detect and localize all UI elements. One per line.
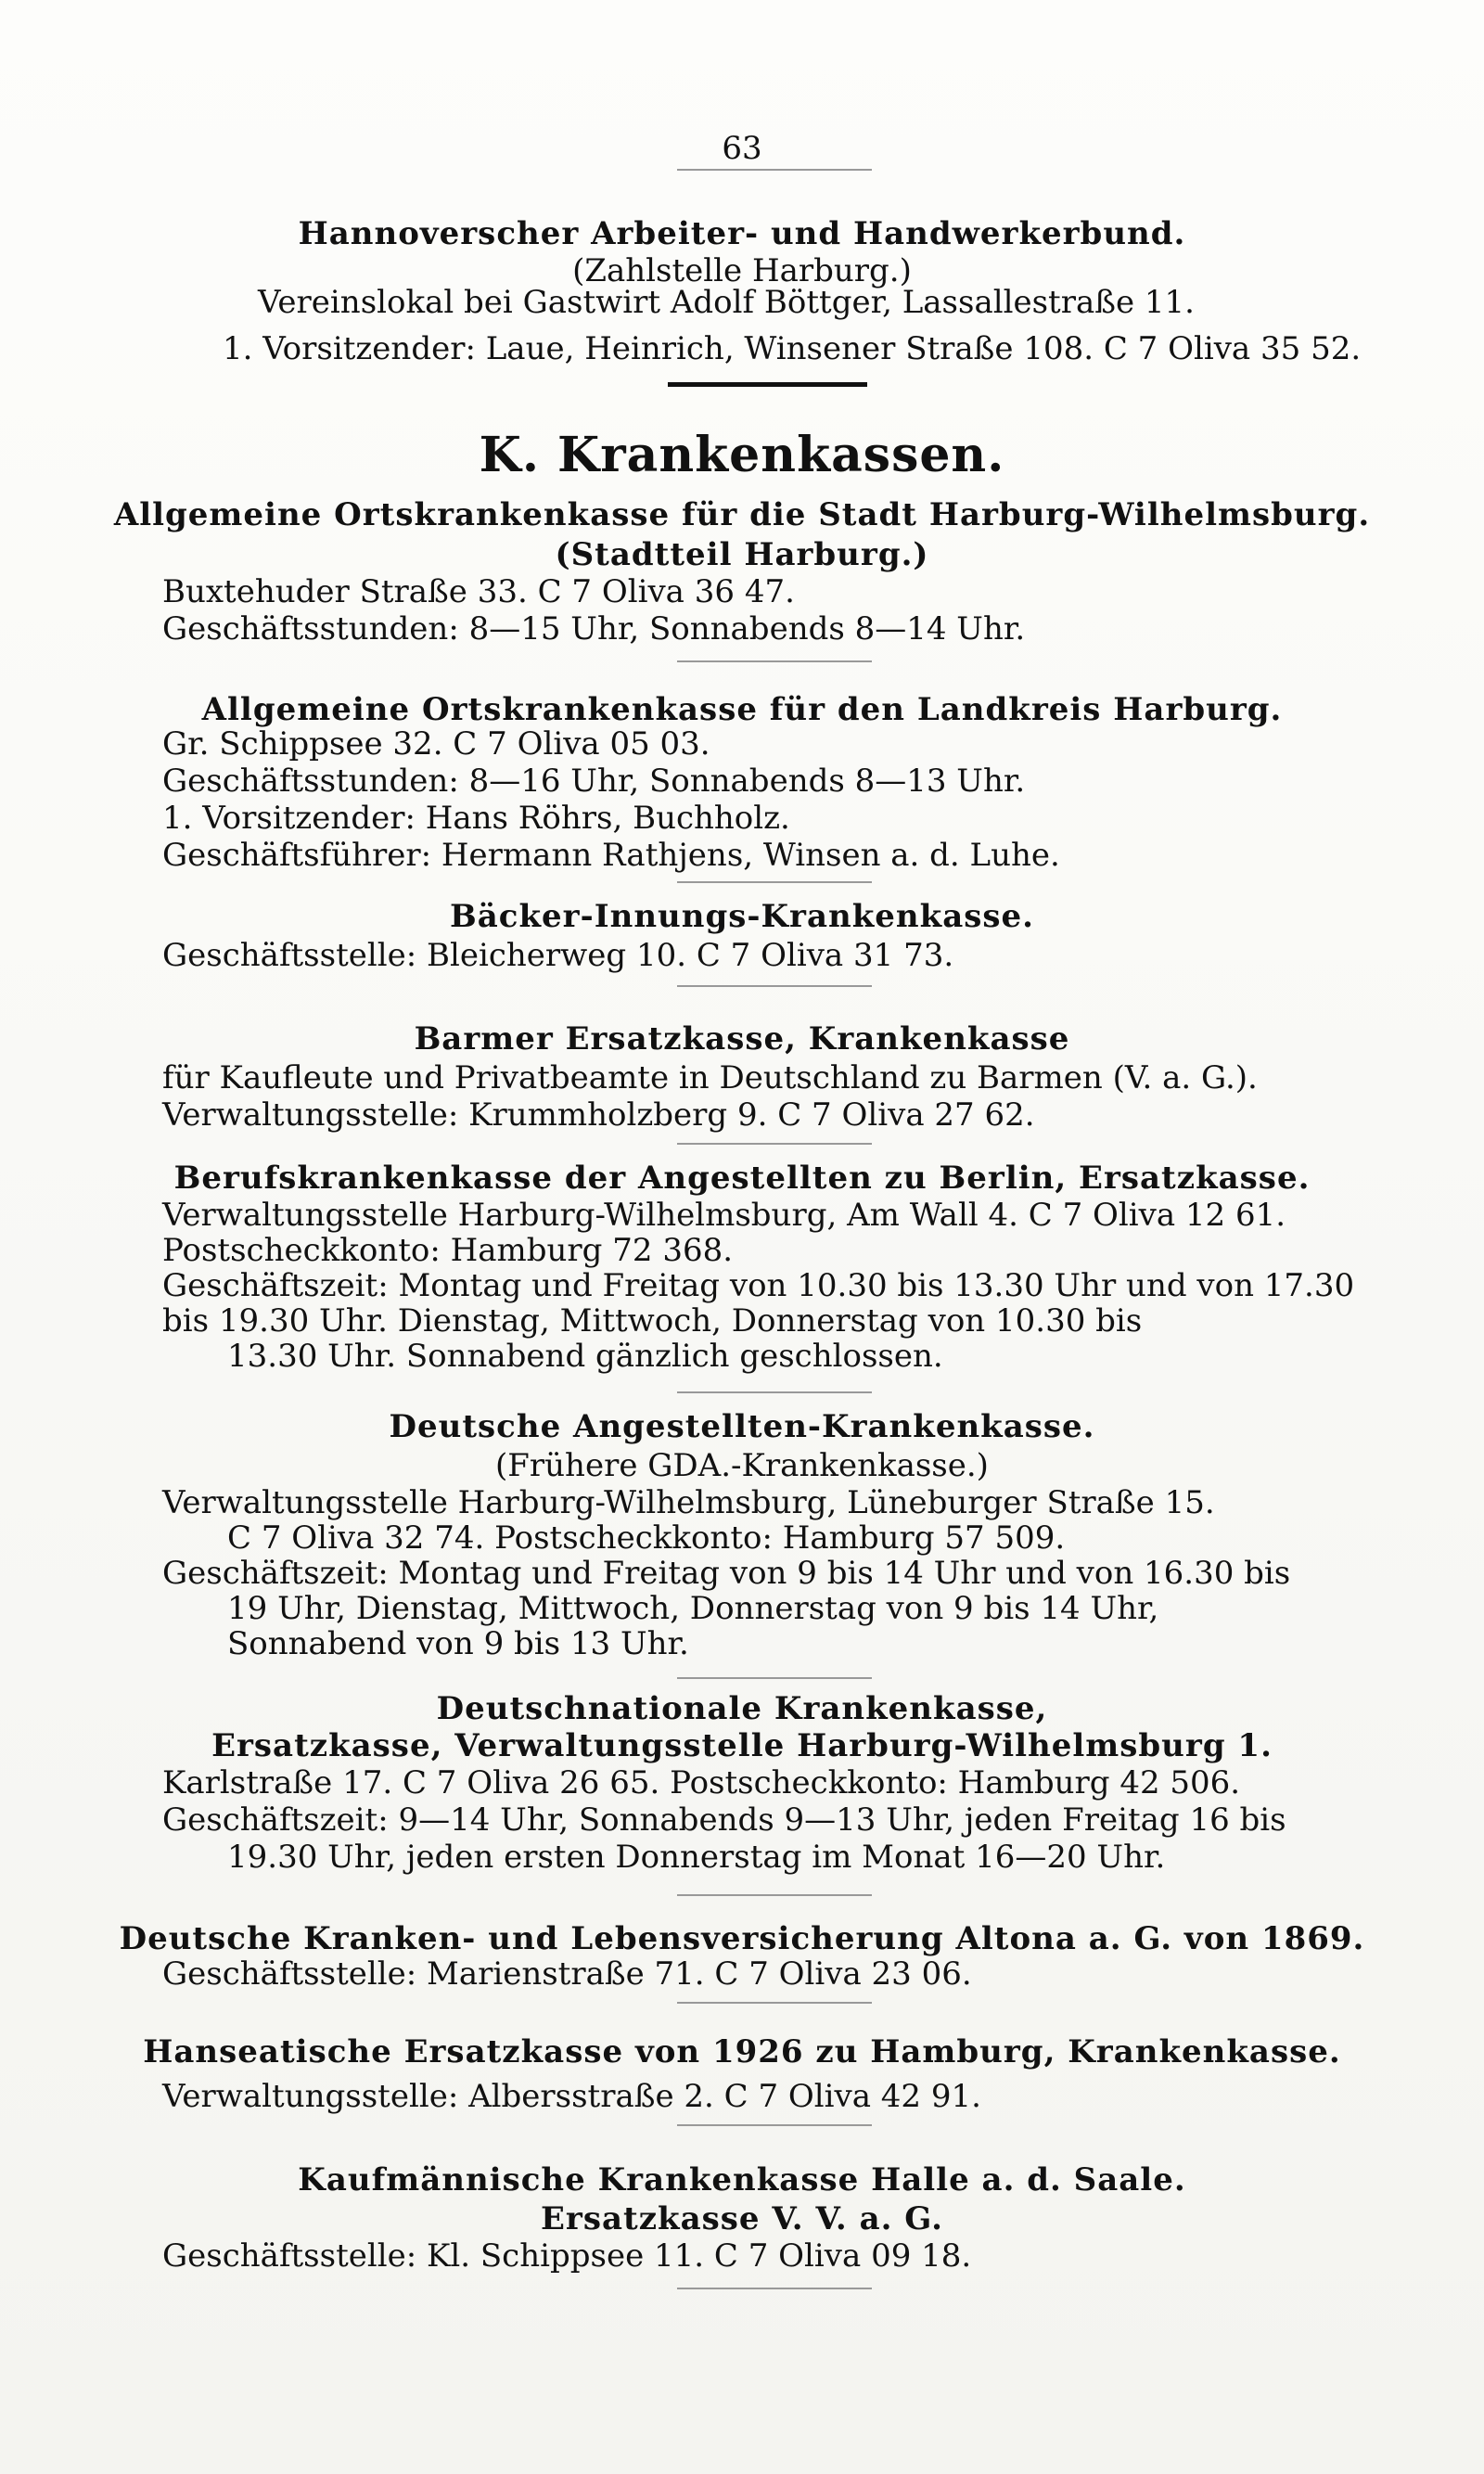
separator	[677, 1391, 872, 1393]
entry-title: Barmer Ersatzkasse, Krankenkasse	[414, 1020, 1070, 1058]
section-title: K. Krankenkassen.	[479, 427, 1005, 483]
entry-subtitle: (Stadtteil Harburg.)	[555, 536, 929, 573]
separator	[677, 1677, 872, 1679]
entry-title: Kaufmännische Krankenkasse Halle a. d. Saale.	[298, 2161, 1186, 2198]
separator	[677, 985, 872, 987]
entry-line: Geschäftsstelle: Kl. Schippsee 11. C 7 Oliva 09 18.	[162, 2237, 972, 2275]
entry-line: für Kaufleute und Privatbeamte in Deutschland zu Barmen (V. a. G.).	[162, 1059, 1258, 1096]
entry-subtitle: Ersatzkasse, Verwaltungsstelle Harburg-Wilhelmsburg 1.	[211, 1727, 1273, 1764]
entry-line: 19 Uhr, Dienstag, Mittwoch, Donnerstag von 9 bis 14 Uhr,	[227, 1590, 1159, 1627]
entry-title: Deutsche Angestellten-Krankenkasse.	[389, 1408, 1095, 1445]
entry-line: Verwaltungsstelle Harburg-Wilhelmsburg, Am Wall 4. C 7 Oliva 12 61.	[162, 1197, 1286, 1234]
entry-title: Hanseatische Ersatzkasse von 1926 zu Hamburg, Krankenkasse.	[143, 2033, 1341, 2070]
entry-line: bis 19.30 Uhr. Dienstag, Mittwoch, Donnerstag von 10.30 bis	[162, 1302, 1143, 1340]
entry-title: Allgemeine Ortskrankenkasse für die Stadt Harburg-Wilhelmsburg.	[113, 496, 1371, 533]
entry-title: Deutsche Kranken- und Lebensversicherung Altona a. G. von 1869.	[119, 1920, 1365, 1957]
entry-line: Buxtehuder Straße 33. C 7 Oliva 36 47.	[162, 573, 795, 610]
entry-subtitle: (Frühere GDA.-Krankenkasse.)	[495, 1447, 989, 1484]
entry-line: Geschäftszeit: 9—14 Uhr, Sonnabends 9—13 Uhr, jeden Freitag 16 bis	[162, 1801, 1286, 1839]
entry-title: Allgemeine Ortskrankenkasse für den Landkreis Harburg.	[201, 691, 1283, 728]
entry-title: Hannoverscher Arbeiter- und Handwerkerbund.	[298, 215, 1186, 252]
entry-line: C 7 Oliva 32 74. Postscheckkonto: Hamburg 57 509.	[227, 1519, 1066, 1557]
entry-title: Berufskrankenkasse der Angestellten zu Berlin, Ersatzkasse.	[173, 1160, 1311, 1197]
entry-title: Deutschnationale Krankenkasse,	[436, 1690, 1048, 1727]
separator	[677, 2288, 872, 2289]
page-number: 63	[722, 130, 762, 167]
separator	[677, 2124, 872, 2126]
entry-line: Karlstraße 17. C 7 Oliva 26 65. Postscheckkonto: Hamburg 42 506.	[162, 1764, 1241, 1801]
separator	[677, 1143, 872, 1145]
entry-line: Postscheckkonto: Hamburg 72 368.	[162, 1232, 734, 1269]
entry-subtitle: (Zahlstelle Harburg.)	[572, 252, 912, 289]
entry-line: 1. Vorsitzender: Laue, Heinrich, Winsener Straße 108. C 7 Oliva 35 52.	[223, 330, 1362, 367]
entry-line: Geschäftsstelle: Marienstraße 71. C 7 Oliva 23 06.	[162, 1955, 972, 1993]
entry-subtitle: Ersatzkasse V. V. a. G.	[541, 2200, 943, 2237]
entry-line: Geschäftsführer: Hermann Rathjens, Winsen a. d. Luhe.	[162, 837, 1060, 874]
separator	[677, 881, 872, 883]
entry-line: 19.30 Uhr, jeden ersten Donnerstag im Monat 16—20 Uhr.	[227, 1839, 1166, 1876]
entry-line: 1. Vorsitzender: Hans Röhrs, Buchholz.	[162, 800, 790, 837]
entry-line: Verwaltungsstelle: Albersstraße 2. C 7 Oliva 42 91.	[162, 2078, 981, 2115]
entry-line: Verwaltungsstelle Harburg-Wilhelmsburg, Lüneburger Straße 15.	[162, 1484, 1215, 1521]
entry-line: 13.30 Uhr. Sonnabend gänzlich geschlossen.	[227, 1338, 943, 1375]
entry-line: Vereinslokal bei Gastwirt Adolf Böttger, Lassallestraße 11.	[258, 284, 1195, 321]
entry-title: Bäcker-Innungs-Krankenkasse.	[450, 898, 1034, 935]
separator	[677, 1894, 872, 1896]
entry-line: Geschäftszeit: Montag und Freitag von 10.30 bis 13.30 Uhr und von 17.30	[162, 1267, 1355, 1304]
section-divider	[668, 382, 867, 387]
separator	[677, 660, 872, 662]
entry-line: Geschäftsstunden: 8—15 Uhr, Sonnabends 8—14 Uhr.	[162, 610, 1026, 647]
entry-line: Geschäftszeit: Montag und Freitag von 9 bis 14 Uhr und von 16.30 bis	[162, 1555, 1291, 1592]
separator	[677, 2002, 872, 2004]
separator	[677, 169, 872, 171]
entry-line: Verwaltungsstelle: Krummholzberg 9. C 7 Oliva 27 62.	[162, 1096, 1035, 1134]
entry-line: Geschäftsstelle: Bleicherweg 10. C 7 Oliva 31 73.	[162, 937, 954, 974]
entry-line: Geschäftsstunden: 8—16 Uhr, Sonnabends 8—13 Uhr.	[162, 763, 1026, 800]
entry-line: Gr. Schippsee 32. C 7 Oliva 05 03.	[162, 725, 710, 763]
entry-line: Sonnabend von 9 bis 13 Uhr.	[227, 1625, 689, 1662]
